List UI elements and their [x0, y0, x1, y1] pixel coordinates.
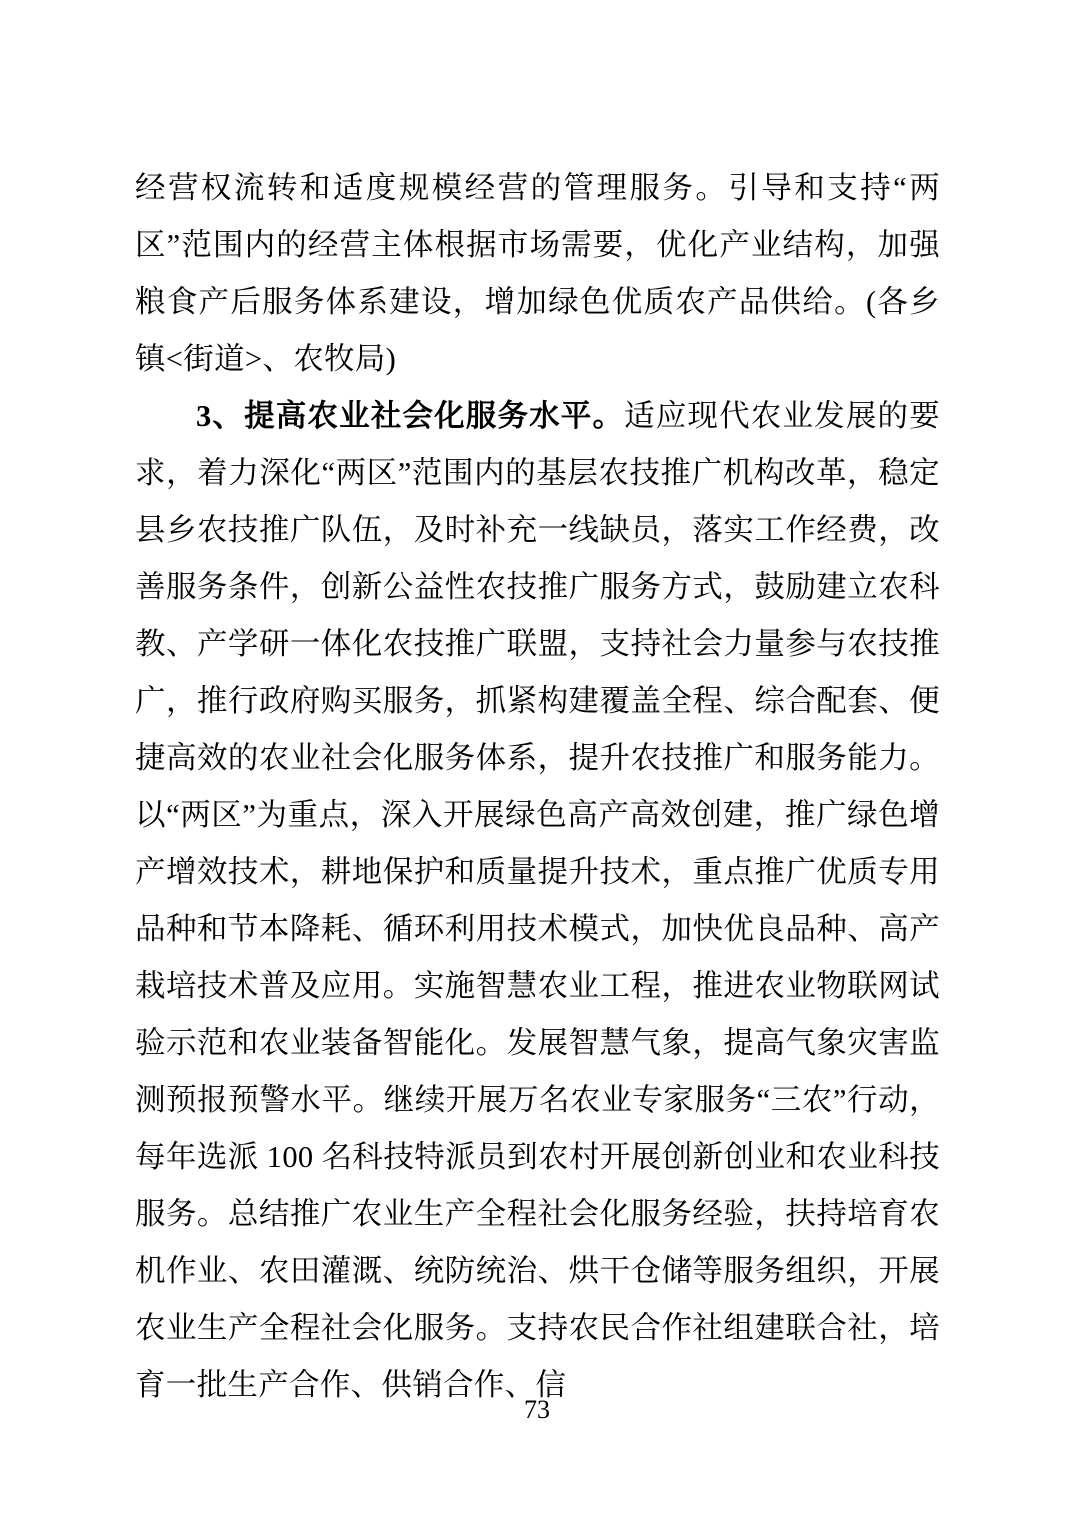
paragraph-1-text: 经营权流转和适度规模经营的管理服务。引导和支持“两区”范围内的经营主体根据市场需要，优化产业结构，加强粮食产后服务体系建设，增加绿色优质农产品供给。(各乡镇<街道>、农牧局) [135, 171, 940, 376]
paragraph-2 [135, 388, 940, 1414]
paragraph-1 [135, 160, 940, 388]
paragraph-2-heading: 3、提高农业社会化服务水平。 [196, 399, 625, 433]
page-body [135, 160, 940, 1414]
paragraph-2-text: 适应现代农业发展的要求，着力深化“两区”范围内的基层农技推广机构改革，稳定县乡农技推广队伍，及时补充一线缺员，落实工作经费，改善服务条件，创新公益性农技推广服务方式，鼓励建立农科教、产学研一体化农技推广联盟，支持社会力量参与农技推广，推行政府购买服务，抓紧构建覆盖全程、综合配套、便捷高效的农业社会化服务体系，提升农技推广和服务能力。以“两区”为重点，深入开展绿色高产高效创建，推广绿色增产增效技术，耕地保护和质量提升技术，重点推广优质专用品种和节本降耗、循环利用技术模式，加快优良品种、高产栽培技术普及应用。实施智慧农业工程，推进农业物联网试验示范和农业装备智能化。发展智慧气象，提高气象灾害监测预报预警水平。继续开展万名农业专家服务“三农”行动，每年选派 100 名科技特派员到农村开展创新创业和农业科技服务。总结推广农业生产全程社会化服务经验，扶持培育农机作业、农田灌溉、统防统治、烘干仓储等服务组织，开展农业生产全程社会化服务。支持农民合作社组建联合社，培育一批生产合作、供销合作、信 [135, 399, 941, 1402]
page-number: 73 [524, 1395, 550, 1424]
